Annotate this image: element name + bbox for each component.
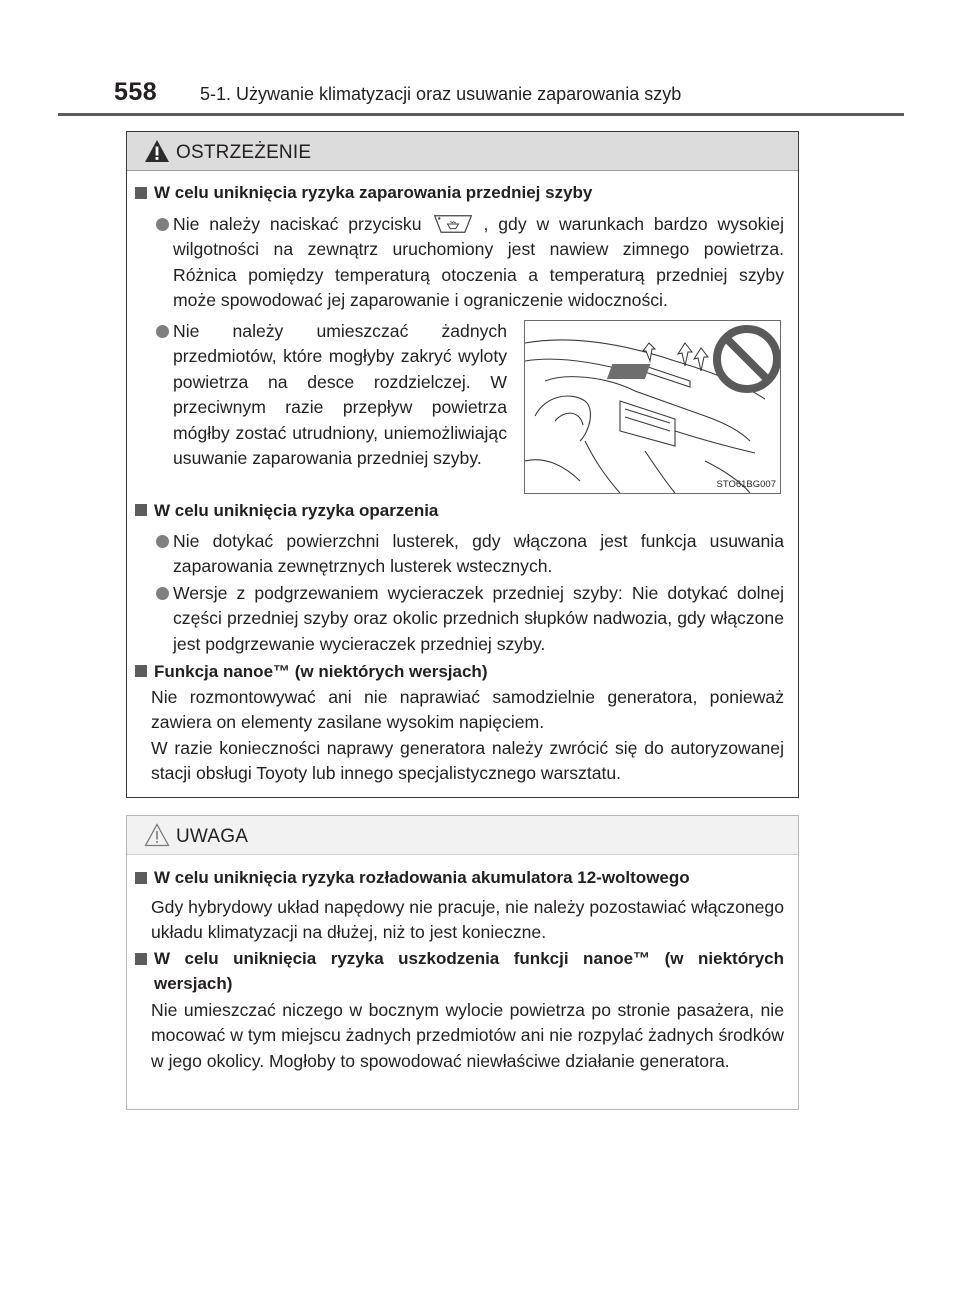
dashboard-illustration <box>524 320 781 494</box>
section-heading: W celu uniknięcia ryzyka oparzenia <box>154 501 439 520</box>
warning-text-repair: W razie konieczności naprawy generatora należy zwrócić się do autoryzowanej stacji obsługi Toyoty lub innego specjalistycznego warsztatu. <box>151 738 784 784</box>
section-bullet <box>135 953 147 965</box>
section-bullet <box>135 665 147 677</box>
caution-text-nanoe: Nie umieszczać niczego w bocznym wylocie powietrza po stronie pasażera, nie mocować w tym miejscu żadnych przedmiotów ani nie rozpylać żadnych środków w jego okolicy. Mogłoby to spowodować niewłaściwe działanie generatora. <box>151 1000 784 1071</box>
warning-header <box>127 132 798 171</box>
section-heading: W celu uniknięcia ryzyka zaparowania przedniej szyby <box>154 183 593 202</box>
warning-item-wipers: Wersje z podgrzewaniem wycieraczek przedniej szyby: Nie dotykać dolnej części przedniej szyby oraz okolic przednich słupków nadwozia, gdy włączone jest podgrzewanie wycieraczek przedniej szyby. <box>173 583 784 654</box>
list-bullet <box>156 325 169 338</box>
list-bullet <box>156 535 169 548</box>
section-bullet <box>135 872 147 884</box>
warning-box <box>126 131 799 798</box>
warning-text-nanoe: Nie rozmontowywać ani nie naprawiać samodzielnie generatora, ponieważ zawiera on elementy zasilane wysokim napięciem. <box>151 687 784 733</box>
caution-box <box>126 815 799 1110</box>
chapter-title: 5-1. Używanie klimatyzacji oraz usuwanie zaparowania szyb <box>200 84 682 104</box>
warning-title: OSTRZEŻENIE <box>176 142 312 163</box>
page-number: 558 <box>114 78 158 106</box>
section-heading: W celu uniknięcia ryzyka uszkodzenia funkcji nanoe™ (w niektórych wersjach) <box>154 949 784 994</box>
warning-item-mirrors: Nie dotykać powierzchni lusterek, gdy włączona jest funkcja usuwania zaparowania zewnętrznych lusterek wstecznych. <box>173 531 784 577</box>
dashboard-drawing <box>525 321 780 493</box>
page-header <box>114 78 904 116</box>
warning-item-vents: Nie należy umieszczać żadnych przedmiotów, które mogłyby zakryć wyloty powietrza na desce rozdzielczej. W przeciwnym razie przepływ powietrza mógłby zostać utrudniony, uniemożliwiając usuwanie zaparowania przedniej szyby. <box>173 321 507 469</box>
list-bullet <box>156 587 169 600</box>
caution-text-battery: Gdy hybrydowy układ napędowy nie pracuje, nie należy pozostawiać włączonego układu klimatyzacji na dłużej, niż to jest konieczne. <box>151 897 784 943</box>
warning-item-defroster: Nie należy naciskać przycisku , gdy w warunkach bardzo wysokiej wilgotności na zewnątrz uruchomiony jest nawiew zimnego powietrza. Różnica pomiędzy temperaturą otoczenia a temperaturą przedniej szyby może spowodować jej zaparowanie i ograniczenie widoczności. <box>173 214 784 311</box>
caution-header <box>127 816 798 855</box>
section-bullet <box>135 504 147 516</box>
header-divider <box>58 113 904 116</box>
caution-triangle-icon <box>144 823 170 847</box>
caution-title: UWAGA <box>176 826 249 847</box>
list-bullet <box>156 218 169 231</box>
section-bullet <box>135 187 147 199</box>
figure-code: STO61BG007 <box>716 479 776 490</box>
windshield-defroster-button-icon <box>428 213 478 235</box>
warning-triangle-icon <box>144 139 170 163</box>
section-heading: Funkcja nanoe™ (w niektórych wersjach) <box>154 662 488 681</box>
section-heading: W celu uniknięcia ryzyka rozładowania akumulatora 12-woltowego <box>154 868 690 887</box>
